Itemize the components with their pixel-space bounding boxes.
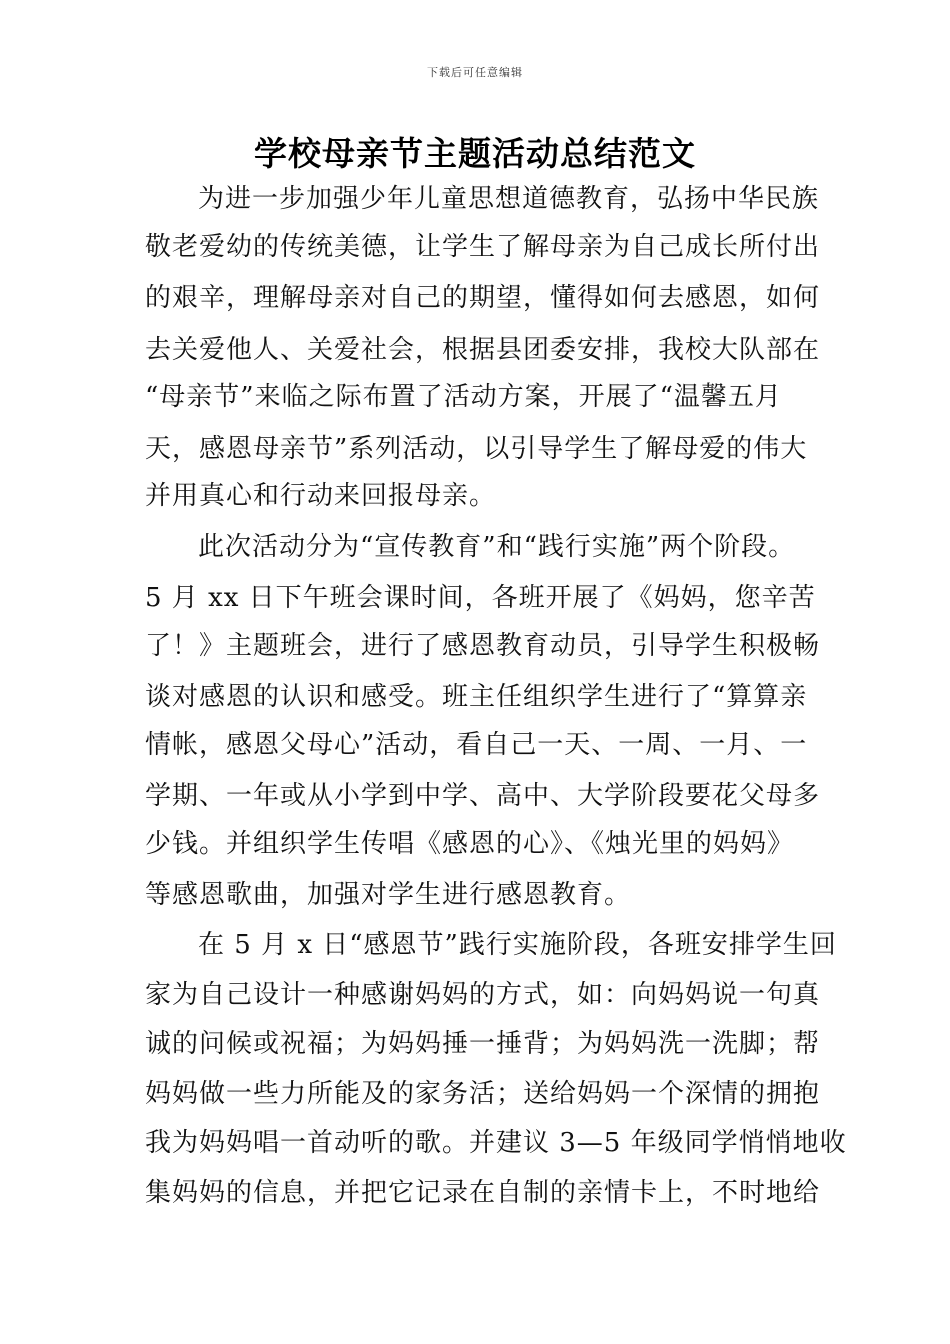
paragraph-2-line-4: 谈对感恩的认识和感受。班主任组织学生进行了“算算亲	[145, 682, 808, 712]
paragraph-2-line-5: 情帐，感恩父母心”活动，看自己一天、一周、一月、一	[145, 730, 808, 760]
paragraph-2-line-8: 等感恩歌曲，加强对学生进行感恩教育。	[145, 880, 632, 910]
header-note: 下载后可任意编辑	[427, 66, 523, 79]
paragraph-1-line-1: 为进一步加强少年儿童思想道德教育，弘扬中华民族	[198, 184, 820, 214]
paragraph-3-line-4: 妈妈做一些力所能及的家务活；送给妈妈一个深情的拥抱	[145, 1079, 821, 1109]
paragraph-3-line-5: 我为妈妈唱一首动听的歌。并建议 3—5 年级同学悄悄地收	[145, 1128, 847, 1158]
paragraph-1-line-5: “母亲节”来临之际布置了活动方案，开展了“温馨五月	[145, 382, 782, 412]
paragraph-2-line-6: 学期、一年或从小学到中学、高中、大学阶段要花父母多	[145, 781, 821, 811]
paragraph-3-line-2: 家为自己设计一种感谢妈妈的方式，如：向妈妈说一句真	[145, 980, 821, 1010]
paragraph-1-line-6: 天，感恩母亲节”系列活动，以引导学生了解母爱的伟大	[145, 434, 808, 464]
document-title: 学校母亲节主题活动总结范文	[254, 134, 696, 173]
paragraph-3-line-3: 诚的问候或祝福；为妈妈捶一捶背；为妈妈洗一洗脚；帮	[145, 1029, 821, 1059]
paragraph-3-line-1: 在 5 月 x 日“感恩节”践行实施阶段，各班安排学生回	[198, 930, 837, 960]
paragraph-1-line-2: 敬老爱幼的传统美德，让学生了解母亲为自己成长所付出	[145, 232, 821, 262]
paragraph-3-line-6: 集妈妈的信息，并把它记录在自制的亲情卡上，不时地给	[145, 1178, 821, 1208]
paragraph-1-line-4: 去关爱他人、关爱社会，根据县团委安排，我校大队部在	[145, 335, 821, 365]
paragraph-1-line-7: 并用真心和行动来回报母亲。	[145, 481, 497, 511]
paragraph-2-line-1: 此次活动分为“宣传教育”和“践行实施”两个阶段。	[198, 532, 796, 562]
paragraph-2-line-7: 少钱。并组织学生传唱《感恩的心》、《烛光里的妈妈》	[145, 829, 795, 859]
paragraph-2-line-3: 了！》主题班会，进行了感恩教育动员，引导学生积极畅	[145, 631, 821, 661]
paragraph-1-line-3: 的艰辛，理解母亲对自己的期望，懂得如何去感恩，如何	[145, 283, 821, 313]
paragraph-2-line-2: 5 月 xx 日下午班会课时间，各班开展了《妈妈，您辛苦	[145, 583, 816, 613]
